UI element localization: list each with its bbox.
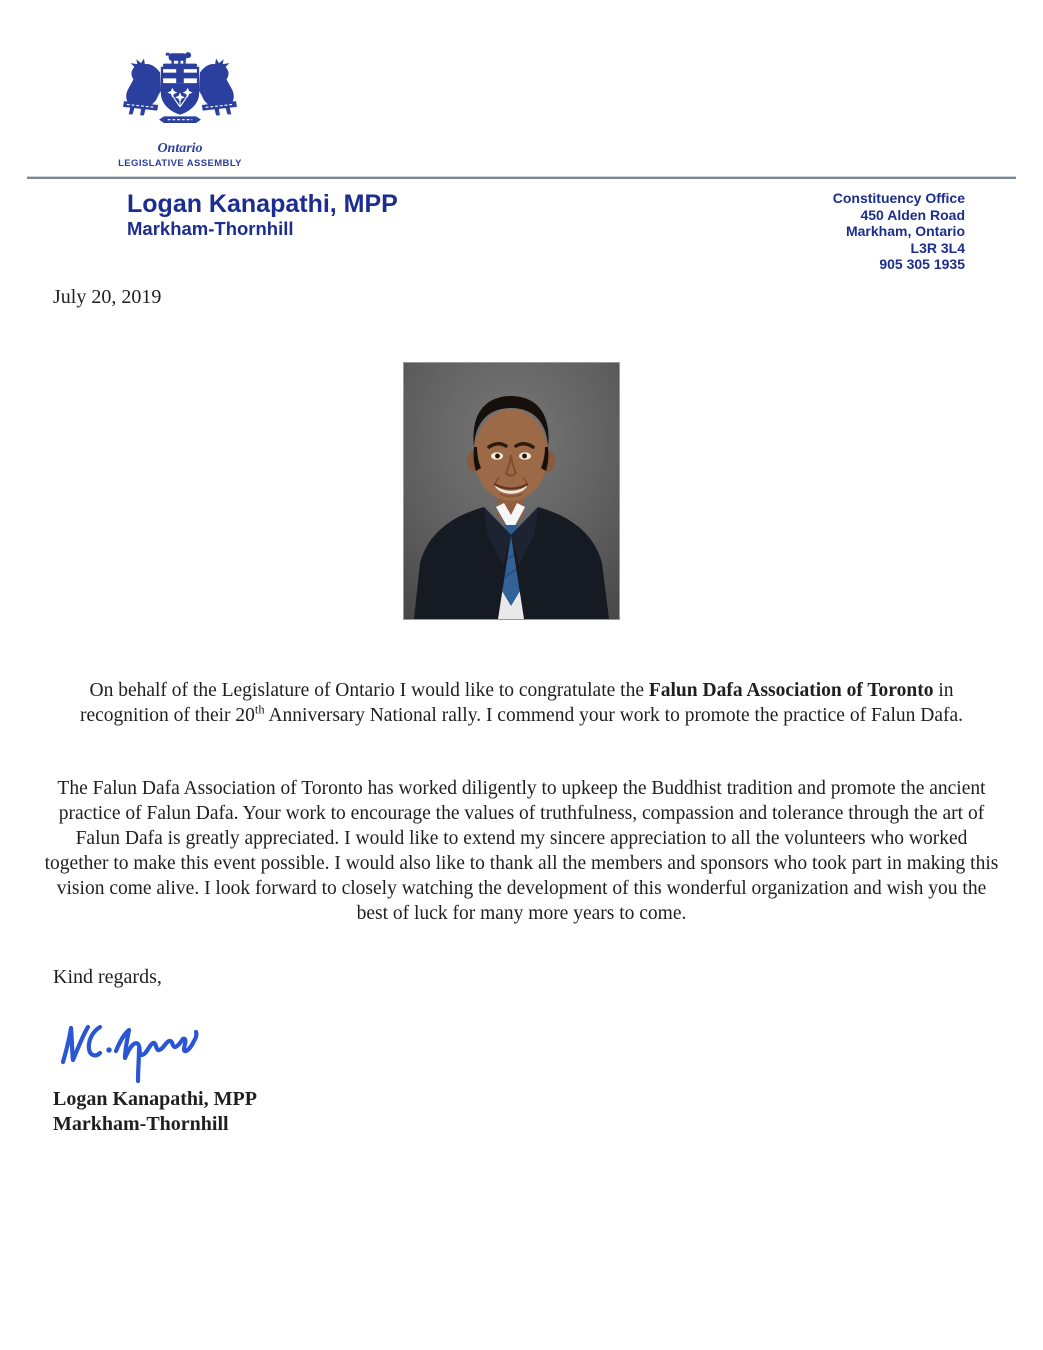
member-block	[127, 190, 398, 240]
office-title: Constituency Office	[832, 190, 965, 206]
signer-riding: Markham-Thornhill	[53, 1113, 229, 1135]
portrait-photo	[403, 362, 620, 620]
ontario-wordmark: Ontario	[157, 141, 203, 156]
p1-ordinal-superscript: th	[254, 702, 265, 716]
portrait-illustration	[404, 363, 619, 619]
office-address-line: Markham, Ontario	[845, 223, 965, 239]
member-name: Logan Kanapathi, MPP	[127, 190, 398, 218]
p1-bold-association-name: Falun Dafa Association of Toronto	[648, 679, 934, 701]
letter-date: July 20, 2019	[53, 286, 162, 308]
signature-handwriting	[58, 1018, 208, 1084]
office-address-line: 450 Alden Road	[860, 206, 965, 223]
constituency-office-block	[833, 190, 965, 273]
legislative-assembly-logo	[116, 48, 244, 169]
letterhead-divider	[27, 176, 1016, 179]
office-phone: 905 305 1935	[879, 256, 965, 272]
office-postal-code: L3R 3L4	[910, 239, 965, 256]
p1-text: On behalf of the Legislature of Ontario I would like to congratulate the	[89, 679, 649, 701]
paragraph-congratulations	[43, 678, 1000, 728]
paragraph-appreciation: The Falun Dafa Association of Toronto has worked diligently to upkeep the Buddhist tradition and promote the ancient practice of Falun Dafa. Your work to encourage the values of truthfulness, compassion and tolerance through the art of Falun Dafa is greatly appreciated. I would like to extend my sincere appreciation to all the volunteers who worked together to make this event possible. I would also like to thank all the members and sponsors who took part in making this vision come alive. I look forward to closely watching the development of this wonderful organization and wish you the best of luck for many more years to come.	[44, 777, 999, 924]
p1-text: in recognition of their 20	[79, 679, 954, 726]
signer-name: Logan Kanapathi, MPP	[53, 1088, 257, 1110]
signature-ink-icon	[58, 1018, 208, 1084]
legislative-assembly-label: LEGISLATIVE ASSEMBLY	[118, 158, 242, 169]
p1-text: Anniversary National rally. I commend your work to promote the practice of Falun Dafa.	[264, 704, 963, 726]
ontario-coat-of-arms-icon	[118, 48, 242, 141]
closing-salutation: Kind regards,	[53, 966, 162, 988]
member-riding: Markham-Thornhill	[127, 218, 294, 239]
